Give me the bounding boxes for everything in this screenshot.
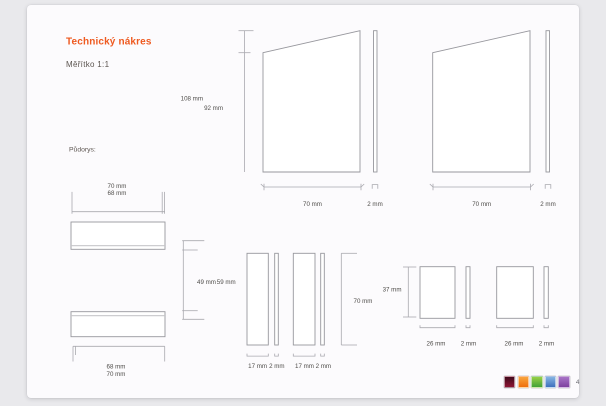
page-number: 4 xyxy=(575,378,580,386)
dim-label-board-thickness: 2 mm xyxy=(538,340,555,348)
dim-bracket xyxy=(321,354,325,357)
dim-label-board-thickness: 2 mm xyxy=(269,362,285,370)
dim-label-board-width: 26 mm xyxy=(426,340,446,348)
board-outline xyxy=(497,267,534,319)
footer xyxy=(504,376,580,388)
board-edge-outline xyxy=(321,253,325,345)
board-outline xyxy=(293,253,315,345)
dim-bracket xyxy=(497,325,534,328)
board-edge-outline xyxy=(466,267,470,319)
maroon-square xyxy=(504,376,515,388)
front-view-left xyxy=(263,31,377,172)
dim-arrow xyxy=(361,184,364,187)
orange-square xyxy=(518,376,529,388)
small-view-group xyxy=(420,267,548,319)
dim-bracket xyxy=(544,325,548,328)
scale-label: Měřítko 1:1 xyxy=(66,60,110,69)
dim-arrow xyxy=(261,184,264,187)
dim-label-plan-bottom-inner: 68 mm xyxy=(106,363,126,371)
board-edge-outline xyxy=(275,253,279,345)
dim-arrow xyxy=(531,184,534,187)
front-panel-outline xyxy=(263,31,360,172)
green-square xyxy=(531,376,542,388)
height-dimension xyxy=(239,31,254,172)
panel-edge-outline xyxy=(374,31,378,172)
dim-bracket xyxy=(466,325,470,328)
section-label-plan: Půdorys: xyxy=(69,146,96,154)
dim-label-board-width: 17 mm xyxy=(248,362,268,370)
width-dimension-left xyxy=(261,184,378,190)
plan-view-bottom xyxy=(71,312,165,337)
width-dimension-right xyxy=(430,184,551,190)
dim-label-board-width: 26 mm xyxy=(504,340,524,348)
dim-arrow xyxy=(430,184,433,187)
dim-label-small-height: 37 mm xyxy=(382,286,402,294)
dim-label-plan-inner: 68 mm xyxy=(107,190,127,198)
dim-label-side-height: 70 mm xyxy=(353,297,373,305)
thickness-bracket xyxy=(545,185,551,189)
front-panel-outline xyxy=(433,31,530,172)
small-width-dimensions xyxy=(420,325,548,328)
board-outline xyxy=(420,267,455,319)
page-title: Technický nákres xyxy=(66,36,152,48)
front-view-right xyxy=(433,31,550,172)
board-outline xyxy=(247,253,268,345)
purple-square xyxy=(558,376,569,388)
dim-bracket xyxy=(275,354,279,357)
side-width-dimensions xyxy=(247,354,324,357)
dim-label-board-thickness: 2 mm xyxy=(460,340,477,348)
plan-outline xyxy=(71,222,165,249)
dim-label-board-width: 17 mm xyxy=(295,362,314,370)
dim-label-plan-bottom-outer: 70 mm xyxy=(106,370,126,378)
dim-label-thickness: 2 mm xyxy=(367,200,383,208)
dim-bracket xyxy=(293,354,315,357)
dim-label-plan-outer: 70 mm xyxy=(107,183,127,191)
dim-bracket xyxy=(420,325,455,328)
dim-label-gap-inner: 49 mm xyxy=(197,279,216,286)
dim-label-width: 70 mm xyxy=(472,200,492,208)
dim-label-width: 70 mm xyxy=(303,200,322,208)
small-height-dimension xyxy=(403,267,416,317)
side-view-group xyxy=(247,253,324,345)
plan-view-top xyxy=(71,222,165,249)
blue-square xyxy=(545,376,556,388)
dim-label-total-height: 108 mm xyxy=(180,95,203,103)
panel-edge-outline xyxy=(546,31,550,172)
thickness-bracket xyxy=(372,185,378,189)
plan-bottom-dimension xyxy=(73,346,165,361)
dim-label-left-height: 92 mm xyxy=(204,105,223,112)
dim-label-thickness: 2 mm xyxy=(540,200,556,208)
dim-label-gap-outer: 59 mm xyxy=(216,279,236,286)
dim-bracket xyxy=(247,354,268,357)
slide xyxy=(27,5,579,398)
dim-label-board-thickness: 2 mm xyxy=(315,362,332,370)
technical-drawing xyxy=(27,5,579,398)
board-edge-outline xyxy=(544,267,548,319)
